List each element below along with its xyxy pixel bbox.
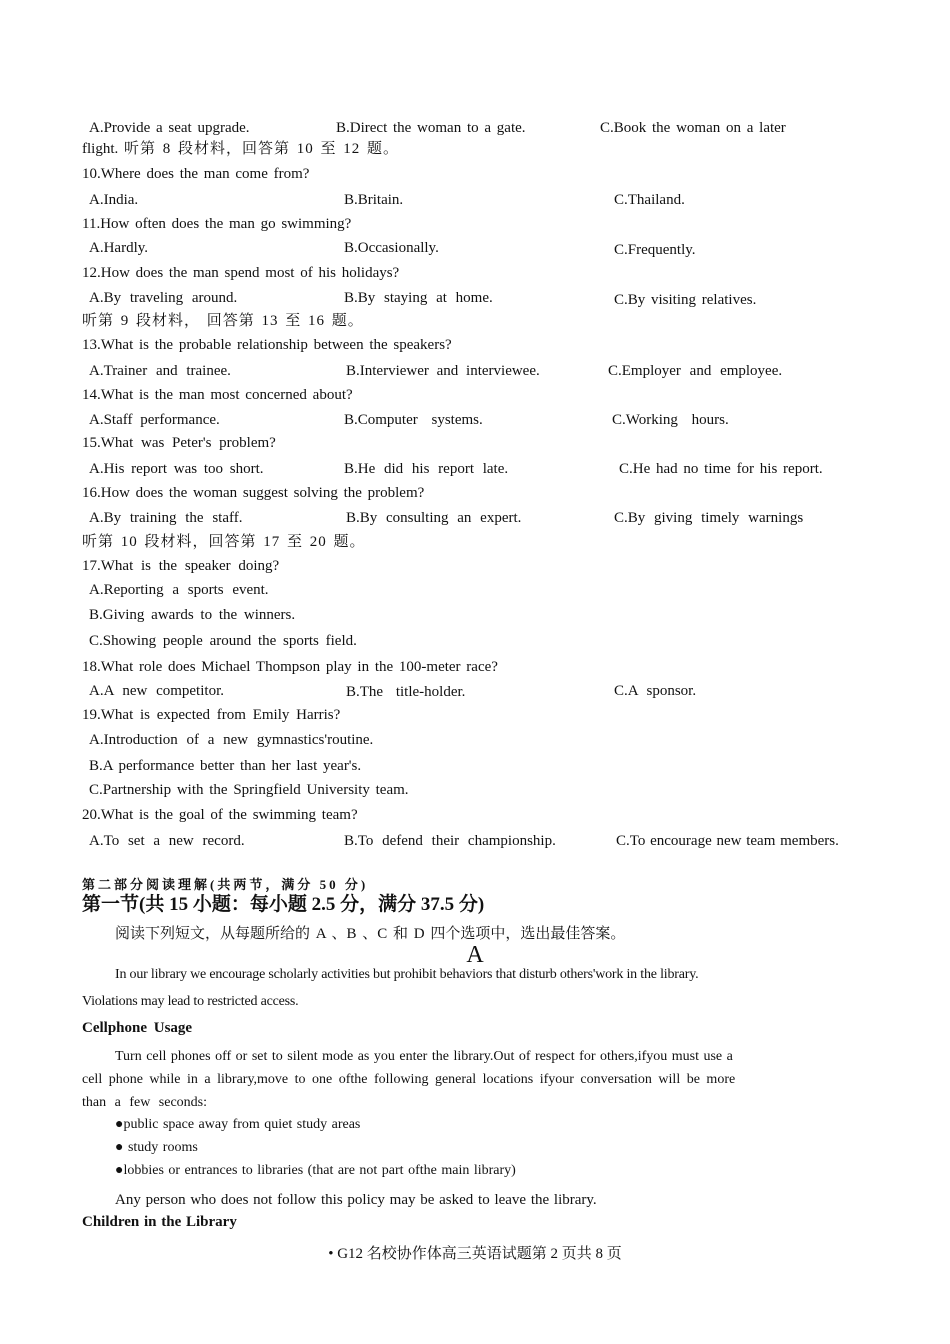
section-heading: 第一节(共 15 小题：每小题 2.5 分，满分 37.5 分) [82,894,485,915]
option-a: A.Staff performance. [89,412,220,428]
option-c: C.By visiting relatives. [614,292,757,308]
option-b: B.To defend their championship. [344,833,556,849]
option-c: C.By giving timely warnings [614,510,804,526]
question-stem: 12.How does the man spend most of his holidays? [82,265,400,281]
cellphone-heading: Cellphone Usage [82,1020,193,1036]
option-b: B.A performance better than her last year's. [89,758,362,774]
option-a: A.By training the staff. [89,510,243,526]
option-c: C.Working hours. [612,412,729,428]
paragraph-line: than a few seconds: [82,1095,208,1110]
option-a: A.His report was too short. [89,461,264,477]
q9-option-b: B.Direct the woman to a gate. [336,120,526,136]
option-b: B.Occasionally. [344,240,439,256]
option-b: B.The title-holder. [346,684,466,700]
question-stem: 18.What role does Michael Thompson play in the 100-meter race? [82,659,498,675]
passage-label: A [466,942,484,968]
option-c: C.Partnership with the Springfield University team. [89,782,409,798]
question-stem: 19.What is expected from Emily Harris? [82,707,341,723]
policy-note: Any person who does not follow this policy may be asked to leave the library. [115,1192,597,1208]
option-c: C.Frequently. [614,242,696,258]
option-c: C.A sponsor. [614,683,697,699]
option-a: A.By traveling around. [89,290,238,306]
children-heading: Children in the Library [82,1214,237,1230]
option-a: A.Reporting a sports event. [89,582,269,598]
question-stem: 17.What is the speaker doing? [82,558,280,574]
intro-line: In our library we encourage scholarly activities but prohibit behaviors that disturb others'work in the library. [115,967,699,982]
option-c: C.He had no time for his report. [619,461,823,477]
question-stem: 15.What was Peter's problem? [82,435,276,451]
option-a: A.Trainer and trainee. [89,363,231,379]
intro-line: Violations may lead to restricted access. [82,994,299,1009]
option-b: B.Britain. [344,192,404,208]
option-b: B.By staying at home. [344,290,493,306]
option-c: C.Thailand. [614,192,685,208]
paragraph-line: cell phone while in a library,move to one ofthe following general locations ifyour conversation will be more [82,1072,736,1087]
option-b: B.Giving awards to the winners. [89,607,296,623]
option-c: C.To encourage new team members. [616,833,839,849]
question-stem: 11.How often does the man go swimming? [82,216,352,232]
bullet-item: ● study rooms [115,1140,198,1155]
question-stem: 20.What is the goal of the swimming team? [82,807,358,823]
q9-continuation-line [82,140,399,158]
option-a: A.India. [89,192,139,208]
option-c: C.Employer and employee. [608,363,783,379]
page-footer: • G12 名校协作体高三英语试题第 2 页共 8 页 [328,1246,622,1262]
paragraph-line: Turn cell phones off or set to silent mode as you enter the library.Out of respect for others,ifyou must use a [115,1049,733,1064]
option-a: A.To set a new record. [89,833,245,849]
option-c: C.Showing people around the sports field. [89,633,357,649]
q9-option-c: C.Book the woman on a later [600,120,786,136]
listening-instruction-10: 听第 10 段材料，回答第 17 至 20 题。 [82,534,366,550]
option-b: B.Interviewer and interviewee. [346,363,540,379]
option-b: B.By consulting an expert. [346,510,522,526]
reading-instruction: 阅读下列短文，从每题所给的 A 、B 、C 和 D 四个选项中，选出最佳答案。 [115,926,626,942]
question-stem: 14.What is the man most concerned about? [82,387,353,403]
option-a: A.A new competitor. [89,683,224,699]
listening-instruction-8: 听第 8 段材料，回答第 10 至 12 题。 [124,141,400,157]
question-stem: 13.What is the probable relationship between the speakers? [82,337,452,353]
listening-instruction-9: 听第 9 段材料， 回答第 13 至 16 题。 [82,313,364,329]
bullet-item: ●public space away from quiet study areas [115,1117,361,1132]
option-a: A.Hardly. [89,240,149,256]
bullet-item: ●lobbies or entrances to libraries (that are not part ofthe main library) [115,1163,516,1178]
q9-option-a: A.Provide a seat upgrade. [89,120,250,136]
part-heading: 第二部分阅读理解(共两节，满分 50 分) [82,877,369,892]
option-a: A.Introduction of a new gymnastics'routine. [89,732,374,748]
question-stem: 16.How does the woman suggest solving the problem? [82,485,425,501]
option-b: B.Computer systems. [344,412,483,428]
question-stem: 10.Where does the man come from? [82,166,310,182]
q9-option-c-continuation: flight. [82,141,119,157]
option-b: B.He did his report late. [344,461,509,477]
